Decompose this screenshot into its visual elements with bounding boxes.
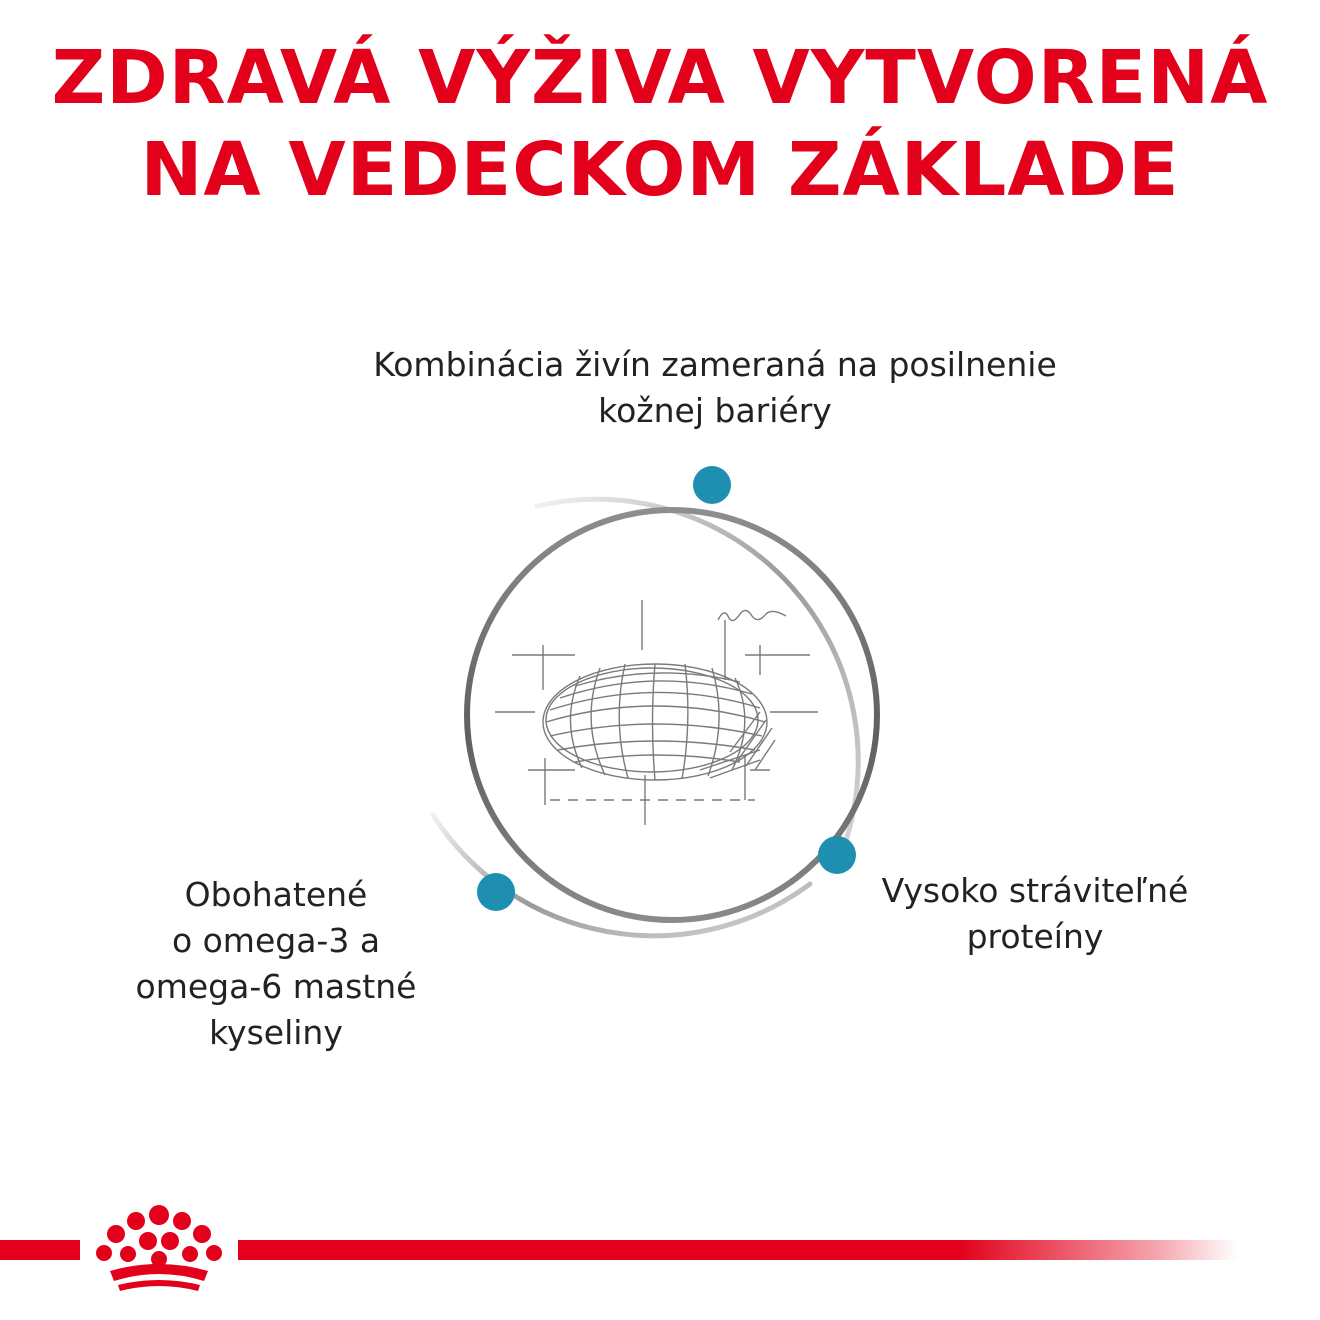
benefit-proteins-line-1: Vysoko stráviteľné <box>881 871 1189 910</box>
headline-line-2: NA VEDECKOM ZÁKLADE <box>140 127 1180 213</box>
benefit-omega-line-2: o omega-3 a <box>171 921 381 960</box>
dot-right <box>818 836 856 874</box>
outer-arc-top <box>537 499 858 852</box>
benefit-omega-line-4: kyseliny <box>209 1013 343 1052</box>
headline-line-1: ZDRAVÁ VÝŽIVA VYTVORENÁ <box>51 35 1269 121</box>
benefit-skin-barrier-line-1: Kombinácia živín zameraná na posilnenie <box>373 345 1057 384</box>
dot-left <box>477 873 515 911</box>
footer-red-line-left <box>0 1240 80 1260</box>
benefit-skin-barrier-line-2: kožnej bariéry <box>598 391 832 430</box>
benefit-skin-barrier <box>300 342 1130 434</box>
benefits-diagram <box>400 440 920 980</box>
benefit-proteins-line-2: proteíny <box>966 917 1104 956</box>
royal-crown-logo-icon <box>88 1199 230 1299</box>
benefit-omega-line-1: Obohatené <box>184 875 368 914</box>
footer <box>0 1195 1320 1305</box>
dot-top <box>693 466 731 504</box>
inner-circle <box>467 510 877 920</box>
kibble-sketch-icon <box>495 600 818 825</box>
headline <box>0 32 1320 216</box>
footer-red-line-right <box>238 1240 1238 1260</box>
benefit-omega-line-3: omega-6 mastné <box>135 967 417 1006</box>
